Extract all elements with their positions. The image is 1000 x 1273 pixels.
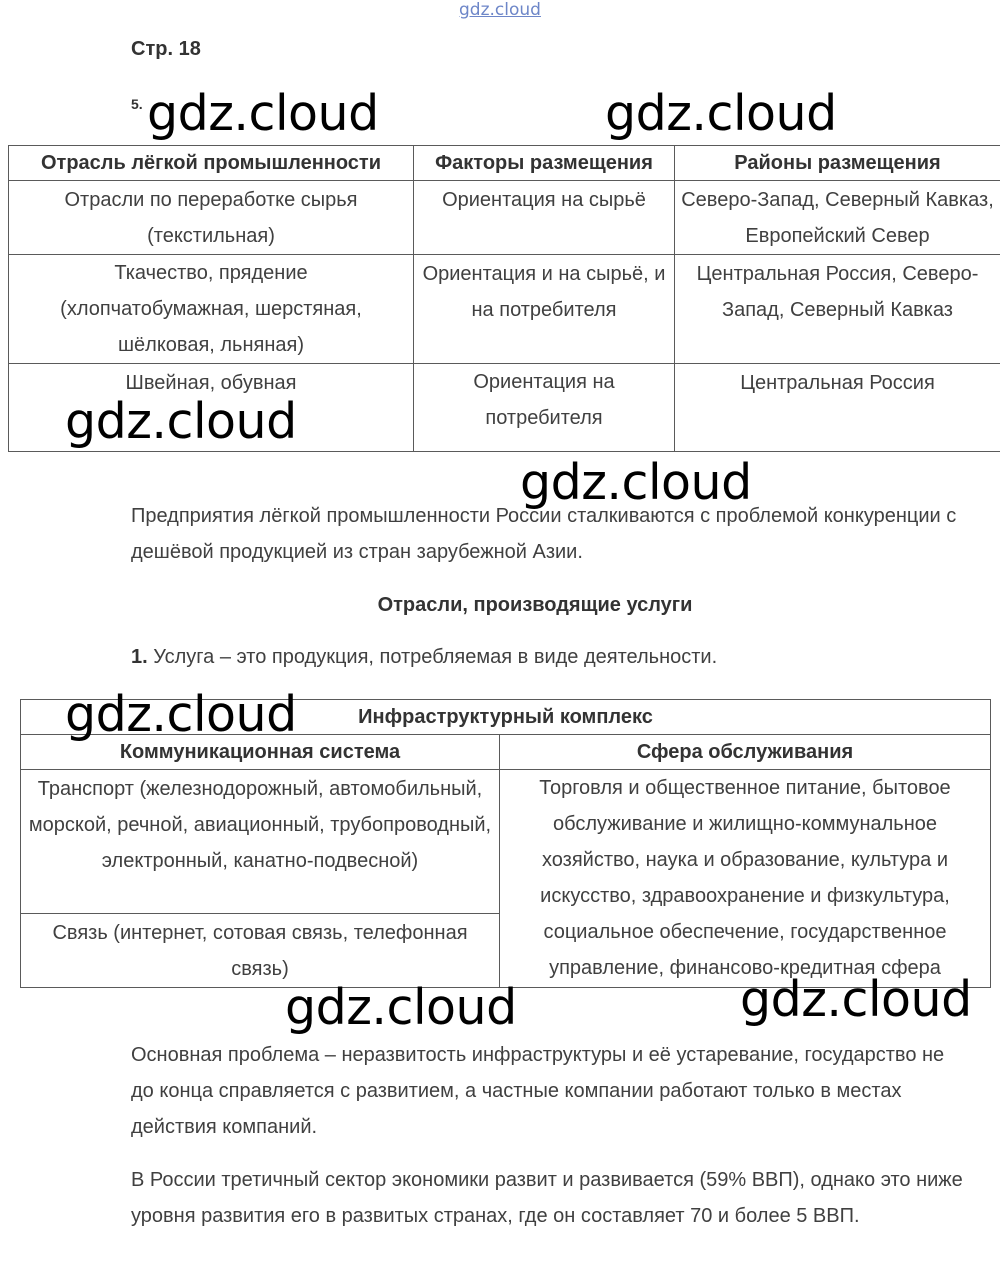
watermark-text: gdz.cloud: [285, 979, 517, 1036]
table-header-cell: Отрасль лёгкой промышленности: [9, 146, 414, 181]
paragraph-competition: Предприятия лёгкой промышленности России сталкиваются с проблемой конкуренции с дешёвой продукцией из стран зарубежной Азии.: [131, 505, 957, 563]
task-number: 5.: [131, 96, 143, 112]
table-header-cell: Факторы размещения: [414, 146, 675, 181]
paragraph-problem: Основная проблема – неразвитость инфраструктуры и её устаревание, государство не до конца справляется с развитием, а частные компании работают только в местах действия компаний.: [131, 1044, 945, 1138]
section-title: Отрасли, производящие услуги: [377, 594, 693, 616]
watermark-text: gdz.cloud: [65, 393, 297, 450]
table-cell: Связь (интернет, сотовая связь, телефонная связь): [21, 914, 500, 988]
table-header-cell: Коммуникационная система: [21, 735, 500, 770]
table-header-cell: Районы размещения: [675, 146, 1000, 181]
table-cell: Торговля и общественное питание, бытовое обслуживание и жилищно-коммунальное хозяйство, наука и образование, культура и искусство, здравоохранение и физкультура, социальное обеспечение, государственное управление, финансово-кредитная сфера: [500, 770, 991, 988]
watermark-text: gdz.cloud: [147, 85, 379, 142]
table-row: [21, 770, 991, 914]
definition-line: [131, 646, 717, 669]
definition-number: 1.: [131, 646, 148, 668]
paragraph-tertiary: В России третичный сектор экономики развит и развивается (59% ВВП), однако это ниже уровня развития его в развитых странах, где он составляет 70 и более 5 ВВП.: [131, 1169, 963, 1227]
table-cell: Ориентация и на сырьё, и на потребителя: [414, 255, 675, 364]
definition-text: Услуга – это продукция, потребляемая в виде деятельности.: [153, 646, 718, 668]
table-cell: Отрасли по переработке сырья (текстильная): [9, 181, 414, 255]
table-title-cell: Инфраструктурный комплекс: [21, 700, 991, 735]
table-cell: Ориентация на сырьё: [414, 181, 675, 255]
watermark-text: gdz.cloud: [520, 454, 752, 511]
top-watermark: gdz.cloud: [459, 0, 541, 20]
table-row: [9, 255, 1000, 364]
table-cell: Швейная, обувная: [9, 364, 414, 452]
watermark-text: gdz.cloud: [740, 971, 972, 1028]
table-cell: Центральная Россия: [675, 364, 1000, 452]
table-row: [9, 181, 1000, 255]
table-cell: Ткачество, прядение (хлопчатобумажная, шерстяная, шёлковая, льняная): [9, 255, 414, 364]
table-cell: Транспорт (железнодорожный, автомобильный, морской, речной, авиационный, трубопроводный, электронный, канатно-подвесной): [21, 770, 500, 914]
table-header-row: [9, 146, 1000, 181]
table-cell: Северо-Запад, Северный Кавказ, Европейский Север: [675, 181, 1000, 255]
table-header-cell: Сфера обслуживания: [500, 735, 991, 770]
table-cell: Ориентация на потребителя: [414, 364, 675, 452]
table-cell: Центральная Россия, Северо-Запад, Северный Кавказ: [675, 255, 1000, 364]
watermark-text: gdz.cloud: [605, 85, 837, 142]
watermark-text: gdz.cloud: [65, 686, 297, 743]
page-number: Стр. 18: [131, 38, 201, 60]
